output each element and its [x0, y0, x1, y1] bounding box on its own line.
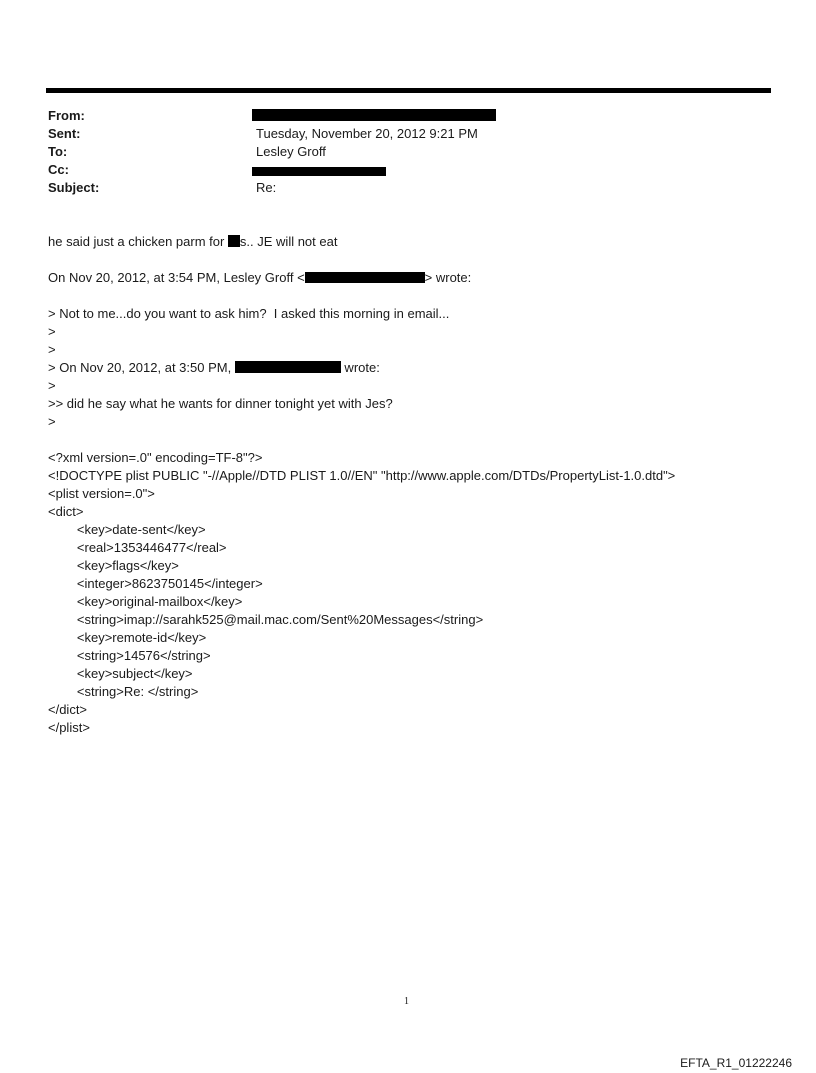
body-line: >> did he say what he wants for dinner tonight yet with Jes?	[48, 396, 393, 411]
from-label: From:	[48, 108, 85, 123]
sent-value: Tuesday, November 20, 2012 9:21 PM	[256, 126, 478, 141]
plist-line: <string>14576</string>	[48, 648, 211, 663]
body-line: > On Nov 20, 2012, at 3:50 PM, wrote:	[48, 360, 380, 375]
plist-line: <string>imap://sarahk525@mail.mac.com/Sent%20Messages</string>	[48, 612, 484, 627]
redaction-bar	[228, 235, 240, 247]
body-line: > Not to me...do you want to ask him? I asked this morning in email...	[48, 306, 450, 321]
plist-line: <key>flags</key>	[48, 558, 179, 573]
header-rule	[46, 88, 771, 93]
plist-line: <plist version=.0">	[48, 486, 155, 501]
redaction-bar	[252, 167, 386, 176]
plist-line: <!DOCTYPE plist PUBLIC "-//Apple//DTD PLIST 1.0//EN" "http://www.apple.com/DTDs/PropertyList-1.0.dtd">	[48, 468, 676, 483]
body-line: >	[48, 378, 56, 393]
plist-line: <key>subject</key>	[48, 666, 193, 681]
plist-line: <real>1353446477</real>	[48, 540, 227, 555]
redaction-bar	[252, 109, 496, 121]
plist-line: <?xml version=.0" encoding=TF-8"?>	[48, 450, 263, 465]
body-line: >	[48, 324, 56, 339]
body-line: >	[48, 414, 56, 429]
plist-line: <key>remote-id</key>	[48, 630, 207, 645]
plist-line: <key>original-mailbox</key>	[48, 594, 243, 609]
to-value: Lesley Groff	[256, 144, 326, 159]
body-line: On Nov 20, 2012, at 3:54 PM, Lesley Groff < > wrote:	[48, 270, 472, 285]
cc-label: Cc:	[48, 162, 69, 177]
sent-label: Sent:	[48, 126, 81, 141]
body-line: >	[48, 342, 56, 357]
plist-line: </dict>	[48, 702, 88, 717]
to-label: To:	[48, 144, 68, 159]
subject-value: Re:	[256, 180, 277, 195]
redaction-bar	[305, 272, 425, 283]
redaction-bar	[235, 361, 341, 373]
document-id: EFTA_R1_01222246	[680, 1056, 792, 1070]
plist-line: <dict>	[48, 504, 84, 519]
plist-line: <integer>8623750145</integer>	[48, 576, 263, 591]
page-number: 1	[404, 996, 409, 1007]
plist-line: <key>date-sent</key>	[48, 522, 206, 537]
body-line: he said just a chicken parm for s.. JE will not eat	[48, 234, 338, 249]
plist-line: <string>Re: </string>	[48, 684, 199, 699]
plist-line: </plist>	[48, 720, 90, 735]
subject-label: Subject:	[48, 180, 100, 195]
